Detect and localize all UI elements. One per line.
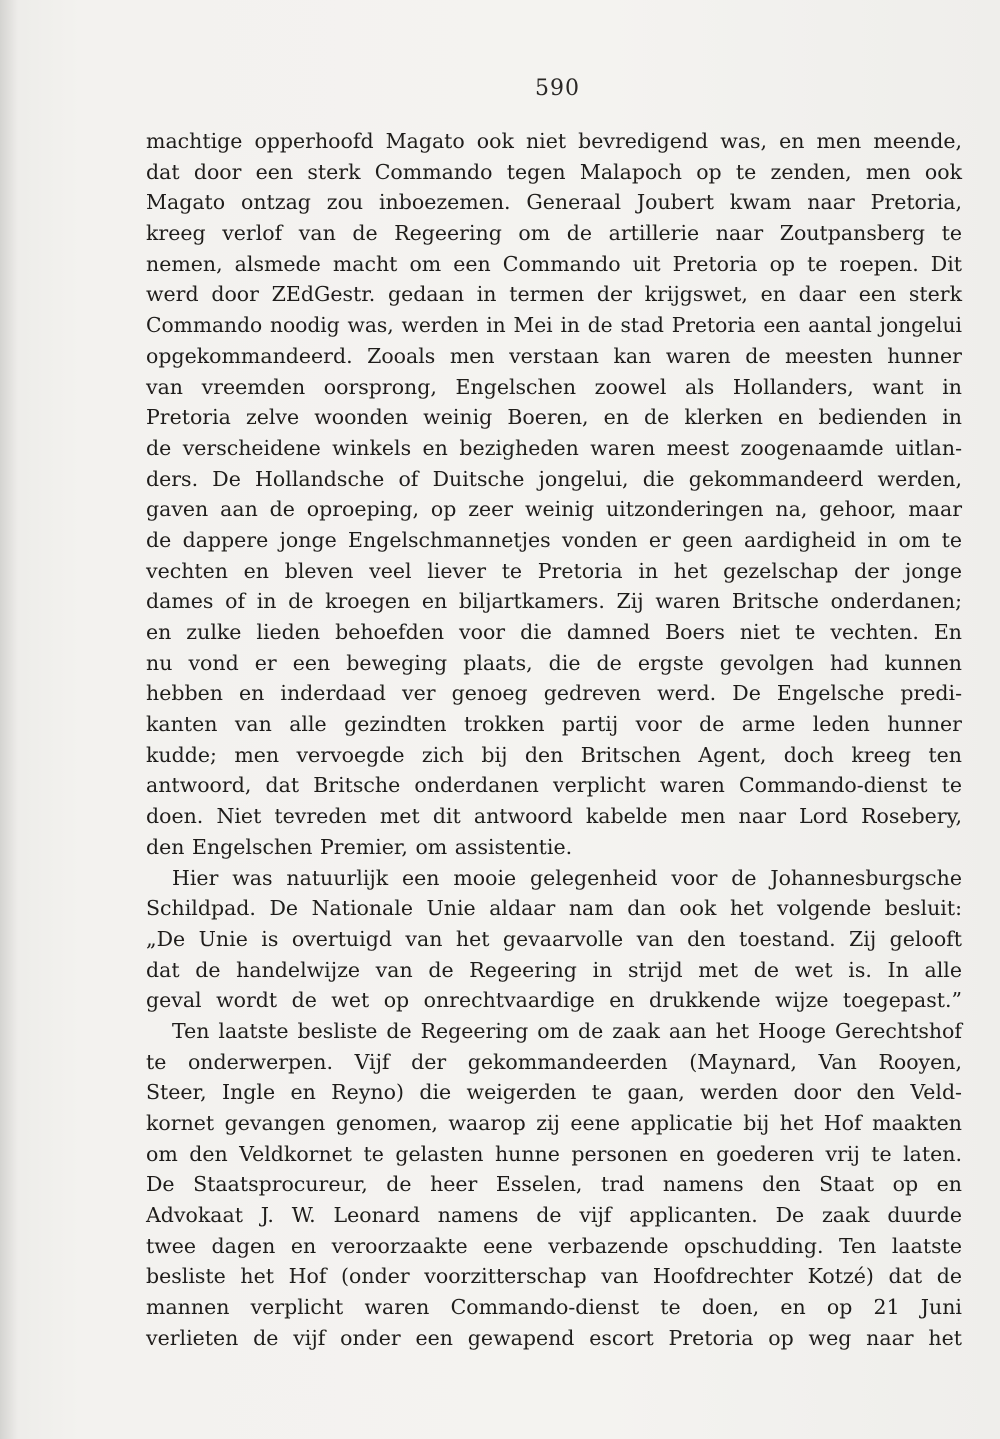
- text-line: dat door een sterk Commando tegen Malapoch op te zenden, men ook: [146, 159, 962, 184]
- text-line: en zulke lieden behoefden voor die damned Boers niet te vechten. En: [146, 620, 962, 644]
- text-line: werd door ZEdGestr. gedaan in termen der krijgswet, en daar een sterk: [146, 282, 962, 307]
- text-line: ders. De Hollandsche of Duitsche jongelui, die gekommandeerd werden,: [146, 466, 962, 491]
- text-line: mannen verplicht waren Commando-dienst te doen, en op 21 Juni: [146, 1295, 962, 1320]
- text-line: de dappere jonge Engelschmannetjes vonden er geen aardigheid in om te: [146, 527, 962, 552]
- text-line: twee dagen en veroorzaakte eene verbazende opschudding. Ten laatste: [146, 1233, 962, 1258]
- text-line: „De Unie is overtuigd van het gevaarvolle van den toestand. Zij gelooft: [146, 926, 962, 951]
- text-line: Schildpad. De Nationale Unie aldaar nam dan ook het volgende besluit:: [146, 896, 962, 921]
- text-line: Advokaat J. W. Leonard namens de vijf applicanten. De zaak duurde: [146, 1203, 962, 1228]
- text-line: verlieten de vijf onder een gewapend escort Pretoria op weg naar het: [146, 1325, 962, 1350]
- text-line: om den Veldkornet te gelasten hunne personen en goederen vrij te laten.: [146, 1141, 962, 1166]
- text-line: Hier was natuurlijk een mooie gelegenheid voor de Johannesburgsche: [172, 865, 962, 890]
- text-line: nemen, alsmede macht om een Commando uit Pretoria op te roepen. Dit: [146, 251, 962, 276]
- text-line: kanten van alle gezindten trokken partij voor de arme leden hunner: [146, 712, 962, 737]
- text-line: te onderwerpen. Vijf der gekommandeerden (Maynard, Van Rooyen,: [146, 1049, 962, 1074]
- text-line: De Staatsprocureur, de heer Esselen, trad namens den Staat op en: [146, 1172, 962, 1197]
- text-line: doen. Niet tevreden met dit antwoord kabelde men naar Lord Rosebery,: [146, 804, 962, 829]
- text-line: antwoord, dat Britsche onderdanen verplicht waren Commando-dienst te: [146, 773, 962, 798]
- page-number: 590: [535, 76, 580, 101]
- text-line: nu vond er een beweging plaats, die de ergste gevolgen had kunnen: [146, 650, 962, 675]
- text-line: geval wordt de wet op onrechtvaardige en drukkende wijze toegepast.”: [146, 988, 962, 1013]
- text-line: Pretoria zelve woonden weinig Boeren, en de klerken en bedienden in: [146, 405, 962, 430]
- text-line: kudde; men vervoegde zich bij den Britschen Agent, doch kreeg ten: [146, 742, 962, 767]
- text-line: Commando noodig was, werden in Mei in de stad Pretoria een aantal jongelui: [146, 313, 962, 338]
- text-line: vechten en bleven veel liever te Pretoria in het gezelschap der jonge: [146, 558, 962, 583]
- text-line: kornet gevangen genomen, waarop zij eene applicatie bij het Hof maakten: [146, 1111, 962, 1135]
- text-line: Steer, Ingle en Reyno) die weigerden te gaan, werden door den Veld-: [146, 1080, 962, 1105]
- text-line: dames of in de kroegen en biljartkamers. Zij waren Britsche onderdanen;: [146, 589, 962, 614]
- text-line: gaven aan de oproeping, op zeer weinig uitzonderingen na, gehoor, maar: [146, 497, 962, 522]
- text-line: den Engelschen Premier, om assistentie.: [146, 834, 573, 859]
- text-line: hebben en inderdaad ver genoeg gedreven werd. De Engelsche predi-: [146, 681, 962, 706]
- body-text: [146, 126, 962, 1354]
- text-line: dat de handelwijze van de Regeering in strijd met de wet is. In alle: [146, 957, 962, 982]
- text-line: Ten laatste besliste de Regeering om de zaak aan het Hooge Gerechtshof: [172, 1018, 962, 1043]
- page-spine-shadow: [0, 0, 18, 1439]
- text-line: kreeg verlof van de Regeering om de artillerie naar Zoutpansberg te: [146, 221, 962, 246]
- text-line: van vreemden oorsprong, Engelschen zoowel als Hollanders, want in: [146, 374, 962, 399]
- text-line: Magato ontzag zou inboezemen. Generaal Joubert kwam naar Pretoria,: [146, 190, 962, 215]
- text-line: machtige opperhoofd Magato ook niet bevredigend was, en men meende,: [146, 129, 962, 153]
- text-line: besliste het Hof (onder voorzitterschap van Hoofdrechter Kotzé) dat de: [146, 1264, 962, 1289]
- text-line: de verscheidene winkels en bezigheden waren meest zoogenaamde uitlan-: [146, 435, 962, 460]
- text-line: opgekommandeerd. Zooals men verstaan kan waren de meesten hunner: [146, 343, 962, 368]
